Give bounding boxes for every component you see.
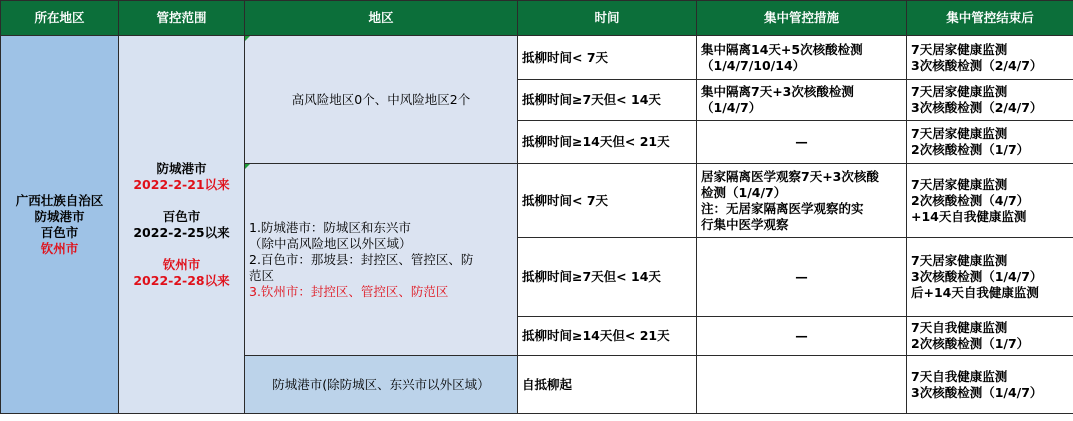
scope-date: 2022-2-28以来 [133, 272, 230, 288]
end-line: +14天自我健康监测 [911, 208, 1027, 224]
measure-line: 检测（1/4/7） [701, 184, 787, 200]
time-text: 抵柳时间≥7天但< 14天 [522, 269, 661, 284]
measure-line: 注：无居家隔离医学观察的实 [701, 200, 864, 216]
end-cell[interactable] [907, 80, 1073, 121]
region-line: 百色市 [40, 224, 79, 240]
header-end: 集中管控结束后 [907, 1, 1073, 36]
time-text: 抵柳时间≥7天但< 14天 [522, 92, 661, 107]
spacer [123, 193, 240, 209]
time-cell[interactable] [518, 36, 697, 80]
measure-line: 集中隔离7天+3次核酸检测 [701, 84, 854, 99]
area-line: 范区 [249, 267, 275, 283]
time-cell[interactable] [518, 317, 697, 356]
header-row [1, 1, 1073, 36]
end-line: 3次核酸检测（1/4/7） [911, 269, 1043, 284]
end-line: 7天居家健康监测 [911, 253, 1008, 268]
area-text: 防城港市(除防城区、东兴市以外区域） [272, 376, 490, 392]
end-line: 7天居家健康监测 [911, 176, 1008, 192]
header-time: 时间 [518, 1, 697, 36]
end-cell[interactable] [907, 356, 1073, 414]
time-cell[interactable] [518, 238, 697, 317]
end-cell[interactable] [907, 164, 1073, 238]
region-cell[interactable] [1, 36, 119, 414]
end-line: 7天居家健康监测 [911, 126, 1008, 141]
end-line: 2次核酸检测（1/7） [911, 142, 1030, 157]
scope-city: 钦州市 [162, 256, 201, 272]
end-line: 2次核酸检测（4/7） [911, 192, 1030, 208]
header-scope: 管控范围 [119, 1, 245, 36]
header-measure: 集中管控措施 [697, 1, 907, 36]
end-line: 7天居家健康监测 [911, 41, 1008, 57]
scope-date: 2022-2-21以来 [133, 176, 230, 192]
scope-city: 百色市 [162, 208, 201, 224]
time-cell[interactable] [518, 356, 697, 414]
measure-dash: — [795, 269, 808, 284]
time-text: 抵柳时间< 7天 [522, 192, 609, 208]
measure-cell[interactable] [697, 121, 907, 164]
time-text: 抵柳时间≥14天但< 21天 [522, 328, 670, 343]
end-line: 3次核酸检测（2/4/7） [911, 57, 1043, 73]
area-cell[interactable] [245, 164, 518, 356]
area-text: 高风险地区0个、中风险地区2个 [291, 91, 471, 107]
region-line: 钦州市 [40, 240, 79, 256]
spacer [123, 241, 240, 257]
area-cell[interactable] [245, 356, 518, 414]
time-text: 自抵柳起 [522, 376, 573, 392]
time-cell[interactable] [518, 80, 697, 121]
scope-date: 2022-2-25以来 [133, 224, 230, 240]
measure-dash: — [795, 134, 808, 149]
end-cell[interactable] [907, 36, 1073, 80]
measure-cell[interactable] [697, 80, 907, 121]
measure-line: 居家隔离医学观察7天+3次核酸 [701, 168, 879, 184]
end-line: 7天自我健康监测 [911, 320, 1008, 335]
end-cell[interactable] [907, 121, 1073, 164]
measure-cell[interactable] [697, 317, 907, 356]
end-line: 3次核酸检测（2/4/7） [911, 100, 1043, 115]
measure-cell[interactable] [697, 238, 907, 317]
time-cell[interactable] [518, 121, 697, 164]
region-line: 防城港市 [34, 208, 85, 224]
region-line: 广西壮族自治区 [15, 192, 104, 208]
end-line: 3次核酸检测（1/4/7） [911, 384, 1043, 400]
measure-line: （1/4/7/10/14） [701, 57, 806, 73]
measure-line: （1/4/7） [701, 100, 762, 115]
end-line: 2次核酸检测（1/7） [911, 336, 1030, 351]
area-line: 1.防城港市：防城区和东兴市 [249, 219, 411, 235]
end-cell[interactable] [907, 238, 1073, 317]
time-text: 抵柳时间≥14天但< 21天 [522, 134, 670, 149]
end-line: 7天居家健康监测 [911, 84, 1008, 99]
scope-city: 防城港市 [156, 160, 207, 176]
end-line: 后+14天自我健康监测 [911, 285, 1039, 300]
end-cell[interactable] [907, 317, 1073, 356]
measure-dash: — [795, 328, 808, 343]
area-cell[interactable] [245, 36, 518, 164]
time-cell[interactable] [518, 164, 697, 238]
table-row [1, 36, 1073, 80]
measure-line: 集中隔离14天+5次核酸检测 [701, 41, 863, 57]
end-line: 7天自我健康监测 [911, 368, 1008, 384]
measure-line: 行集中医学观察 [701, 216, 789, 232]
area-line: 2.百色市：那坡县：封控区、管控区、防 [249, 251, 474, 267]
area-line: 3.钦州市：封控区、管控区、防范区 [249, 283, 449, 299]
measure-cell[interactable] [697, 164, 907, 238]
measure-cell[interactable] [697, 36, 907, 80]
header-region: 所在地区 [1, 1, 119, 36]
area-line: （除中高风险地区以外区域） [249, 235, 412, 251]
time-text: 抵柳时间< 7天 [522, 49, 609, 65]
scope-cell[interactable] [119, 36, 245, 414]
measure-cell[interactable] [697, 356, 907, 414]
header-area: 地区 [245, 1, 518, 36]
